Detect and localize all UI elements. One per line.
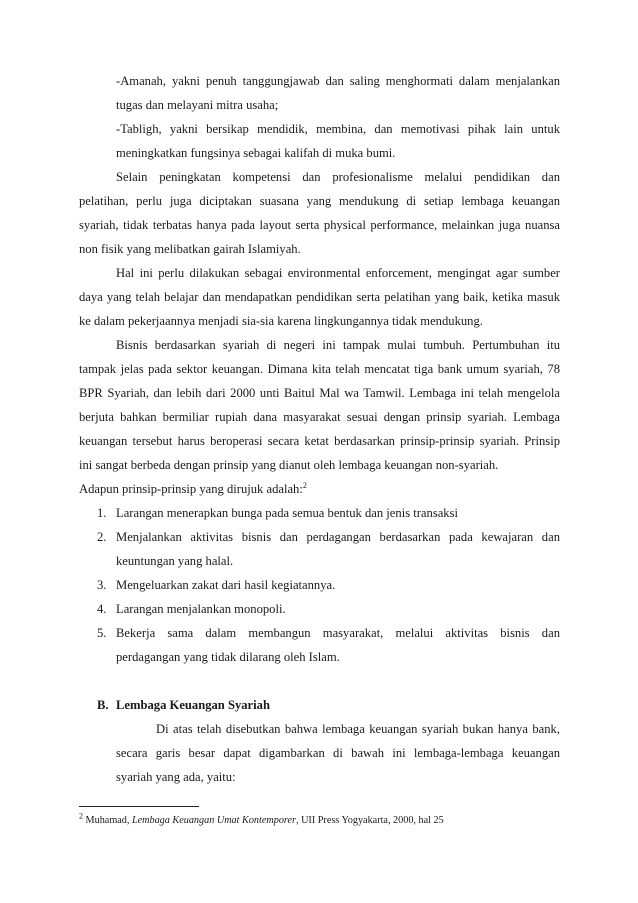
list-number: 3. (97, 578, 107, 592)
footnote-author: Muhamad, (83, 815, 132, 826)
text-line: non fisik yang melibatkan gairah Islamiyah. (79, 242, 301, 256)
list-number: 4. (97, 602, 107, 616)
text-line: Bisnis berdasarkan syariah di negeri ini tampak mulai tumbuh. Pertumbuhan itu (116, 338, 560, 352)
text-line: pelatihan, perlu juga diciptakan suasana yang mendukung di setiap lembaga keuangan (79, 194, 560, 208)
text-line: berjuta bahkan bermiliar rupiah dana masyarakat sesuai dengan prinsip syariah. Lembaga (79, 410, 560, 424)
text-line: ini sangat berbeda dengan prinsip yang dianut oleh lembaga keuangan non-syariah. (79, 458, 499, 472)
text-line: Hal ini perlu dilakukan sebagai environmental enforcement, mengingat agar sumber (116, 266, 560, 280)
text-line: -Amanah, yakni penuh tanggungjawab dan saling menghormati dalam menjalankan (116, 74, 560, 88)
text-line: daya yang telah belajar dan mendapatkan pendidikan serta pelatihan yang baik, ketika masuk (79, 290, 560, 304)
footnote-rest: , UII Press Yogyakarta, 2000, hal 25 (295, 815, 444, 826)
text-line (79, 481, 307, 497)
list-number: 2. (97, 530, 107, 544)
text-line: tugas dan melayani mitra usaha; (116, 98, 279, 112)
text-line: syariah, tidak terbatas hanya pada layout serta physical performance, melainkan juga nuansa (79, 218, 560, 232)
list-item-cont: perdagangan yang tidak dilarang oleh Islam. (116, 650, 340, 664)
text-line: tampak jelas pada sektor keuangan. Dimana kita telah mencatat tiga bank umum syariah, 78 (79, 362, 560, 376)
footnote-mark: 2 (79, 811, 83, 821)
list-item: Larangan menjalankan monopoli. (116, 602, 286, 616)
list-number: 1. (97, 506, 107, 520)
text-line: meningkatkan fungsinya sebagai kalifah di muka bumi. (116, 146, 396, 160)
list-item: Larangan menerapkan bunga pada semua bentuk dan jenis transaksi (116, 506, 459, 520)
text-line: BPR Syariah, dan lebih dari 2000 unti Baitul Mal wa Tamwil. Lembaga ini telah mengelola (79, 386, 560, 400)
list-item-cont: keuntungan yang halal. (116, 554, 234, 568)
footnote-ref: 2 (302, 480, 307, 490)
footnote-title: Lembaga Keuangan Umat Kontemporer (131, 815, 296, 826)
text-line: syariah yang ada, yaitu: (116, 770, 236, 784)
text-line: -Tabligh, yakni bersikap mendidik, membina, dan memotivasi pihak lain untuk (116, 122, 560, 136)
text-line: keuangan tersebut harus beroperasi secara ketat berdasarkan prinsip-prinsip syariah. Prinsip (79, 434, 560, 448)
footnote (79, 811, 444, 827)
text-line: Selain peningkatan kompetensi dan profesionalisme melalui pendidikan dan (116, 170, 560, 184)
section-letter: B. (97, 698, 109, 712)
text-line: Di atas telah disebutkan bahwa lembaga keuangan syariah bukan hanya bank, (156, 722, 560, 736)
text-span: Adapun prinsip-prinsip yang dirujuk adalah: (79, 482, 303, 496)
list-item: Mengeluarkan zakat dari hasil kegiatannya. (116, 578, 336, 592)
text-line: ke dalam pekerjaannya menjadi sia-sia karena lingkungannya tidak mendukung. (79, 314, 483, 328)
list-item: Menjalankan aktivitas bisnis dan perdagangan berdasarkan pada kewajaran dan (116, 530, 560, 544)
text-line: secara garis besar dapat digambarkan di bawah ini lembaga-lembaga keuangan (116, 746, 560, 760)
section-title: Lembaga Keuangan Syariah (116, 698, 270, 712)
list-number: 5. (97, 626, 107, 640)
footnote-divider (79, 806, 199, 807)
list-item: Bekerja sama dalam membangun masyarakat, melalui aktivitas bisnis dan (116, 626, 560, 640)
